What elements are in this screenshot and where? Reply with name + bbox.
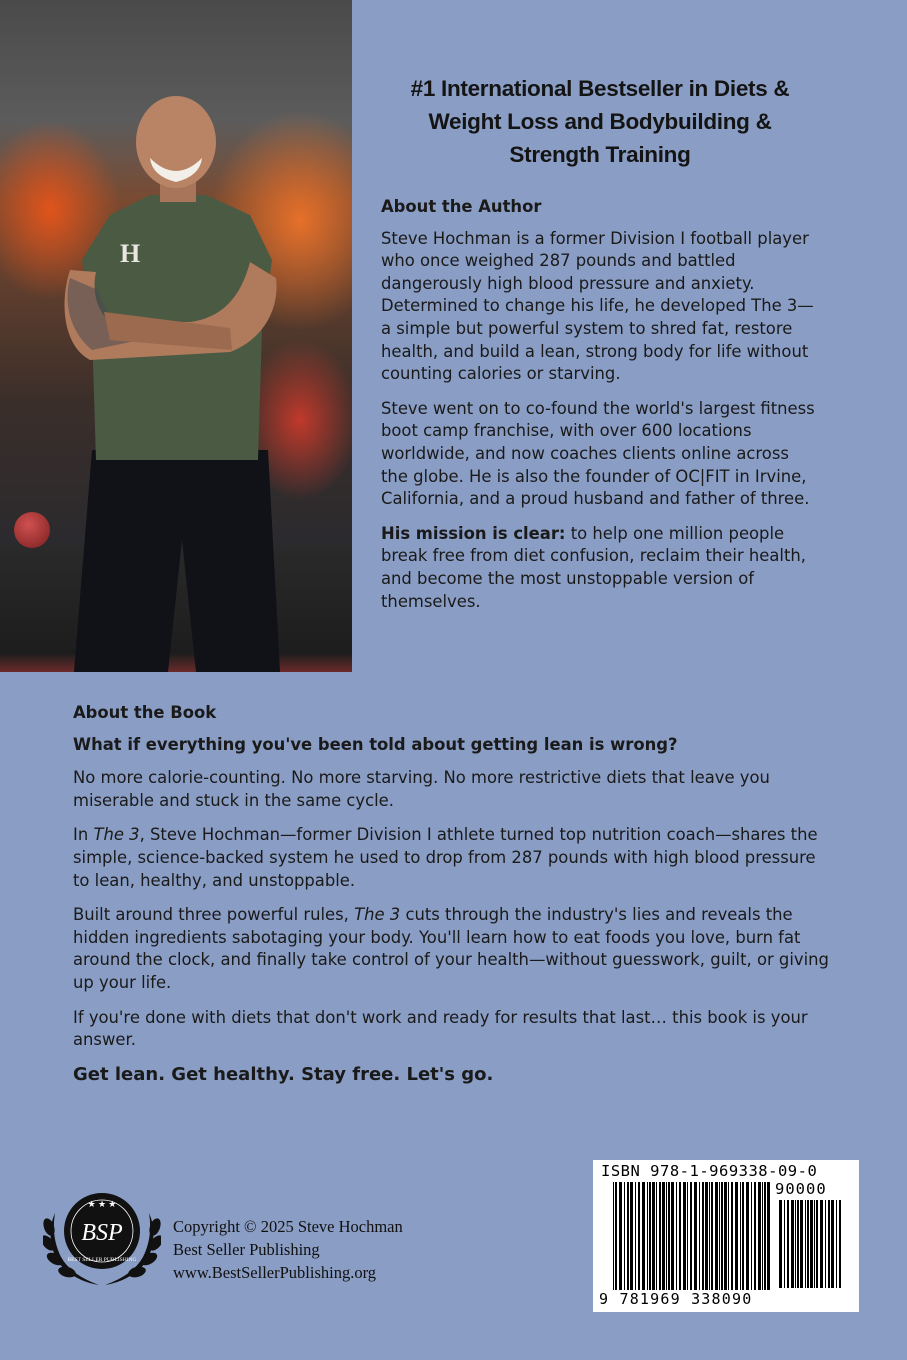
- book-title-italic: The 3: [354, 905, 401, 925]
- mission-lead: His mission is clear:: [381, 523, 566, 543]
- author-bio-paragraph-1: Steve Hochman is a former Division I football player who once weighed 287 pounds and battled dangerously high blood pressure and anxiety. Determined to change his life, he developed The 3—a simple but powerful system to shred fat, restore health, and build a lean, strong body for life without counting calories or starving.: [381, 228, 814, 384]
- about-author-section: [381, 196, 821, 625]
- about-book-section: [73, 702, 833, 1098]
- barcode-bar: [649, 1182, 651, 1290]
- book-paragraph-1: No more calorie-counting. No more starving. No more restrictive diets that leave you miserable and stuck in the same cycle.: [73, 768, 770, 810]
- svg-text:BEST SELLER PUBLISHING: BEST SELLER PUBLISHING: [67, 1257, 137, 1263]
- barcode-bar: [709, 1182, 710, 1290]
- barcode-bar: [731, 1182, 733, 1290]
- barcode-bar: [659, 1182, 661, 1290]
- barcode-bar: [705, 1182, 708, 1290]
- author-photo: [0, 0, 352, 672]
- book-paragraph-2-body: , Steve Hochman—former Division I athlete turned top nutrition coach—shares the simple, science-backed system he used to drop from 287 pounds with high blood pressure to lean, healthy, and unstoppable.: [73, 825, 818, 890]
- barcode-bar: [690, 1182, 692, 1290]
- barcode-bar: [784, 1200, 785, 1288]
- book-paragraph-2: [73, 824, 833, 892]
- barcode-bar: [751, 1182, 752, 1290]
- barcode-bar: [630, 1182, 633, 1290]
- barcode-bar: [800, 1200, 803, 1288]
- book-tagline: Get lean. Get healthy. Stay free. Let's go.: [73, 1063, 494, 1085]
- book-paragraph-4: If you're done with diets that don't work and ready for results that last… this book is your answer.: [73, 1007, 808, 1050]
- barcode-bar: [671, 1182, 674, 1290]
- isbn-barcode: [593, 1160, 859, 1312]
- barcode-bar: [735, 1182, 738, 1290]
- barcode-bar: [754, 1182, 756, 1290]
- svg-text:BSP: BSP: [81, 1220, 123, 1246]
- barcode-bar: [814, 1200, 815, 1288]
- barcode-bar: [810, 1200, 813, 1288]
- barcode-bar: [820, 1200, 823, 1288]
- barcode-bar: [635, 1182, 636, 1290]
- isbn-label: ISBN 978-1-969338-09-0: [601, 1162, 818, 1180]
- price-barcode-bars: [779, 1200, 851, 1290]
- author-bio-paragraph-2: Steve went on to co-found the world's largest fitness boot camp franchise, with over 600 locations worldwide, and now coaches clients online across the globe. He is also the founder of OC|FIT in Irvine, California, and a proud husband and father of three.: [381, 398, 815, 509]
- barcode-bar: [619, 1182, 622, 1290]
- barcode-bar: [767, 1182, 770, 1290]
- book-paragraph-2-intro: In: [73, 825, 94, 845]
- barcode-bar: [647, 1182, 648, 1290]
- barcode-bar: [676, 1182, 677, 1290]
- barcode-bar: [787, 1200, 789, 1288]
- barcode-bar: [836, 1200, 837, 1288]
- bestseller-headline: #1 International Bestseller in Diets & Weight Loss and Bodybuilding & Strength Training: [410, 76, 790, 167]
- barcode-bar: [719, 1182, 720, 1290]
- barcode-bar: [828, 1200, 830, 1288]
- barcode-bar: [683, 1182, 686, 1290]
- barcode-bar: [825, 1200, 826, 1288]
- publisher-website[interactable]: www.BestSellerPublishing.org: [173, 1263, 377, 1282]
- barcode-bar: [762, 1182, 763, 1290]
- about-book-heading: About the Book: [73, 703, 217, 722]
- barcode-bar: [807, 1200, 809, 1288]
- barcode-bar: [805, 1200, 806, 1288]
- about-author-heading: About the Author: [381, 197, 542, 216]
- barcode-bar: [715, 1182, 718, 1290]
- barcode-bar: [615, 1182, 617, 1290]
- author-figure: [0, 0, 352, 672]
- book-title-italic: The 3: [93, 825, 140, 845]
- isbn-digits: 9 781969 338090: [599, 1290, 753, 1308]
- barcode-bar: [831, 1200, 834, 1288]
- barcode-bar: [742, 1182, 744, 1290]
- barcode-bar: [613, 1182, 614, 1290]
- price-code: 90000: [775, 1180, 827, 1198]
- barcode-bar: [627, 1182, 629, 1290]
- svg-text:H: H: [120, 239, 141, 268]
- barcode-bar: [711, 1182, 713, 1290]
- barcode-bar: [652, 1182, 655, 1290]
- barcode-bars: [613, 1182, 773, 1290]
- barcode-bar: [758, 1182, 761, 1290]
- barcode-bar: [702, 1182, 704, 1290]
- barcode-bar: [699, 1182, 700, 1290]
- copyright-line: Copyright © 2025 Steve Hochman: [173, 1217, 403, 1236]
- book-paragraph-3: [73, 904, 833, 994]
- mission-text: to help one million people break free from diet confusion, reclaim their health, and become the most unstoppable version of themselves.: [381, 523, 806, 611]
- barcode-bar: [779, 1200, 782, 1288]
- barcode-bar: [666, 1182, 667, 1290]
- best-seller-publishing-logo: [43, 1183, 161, 1289]
- barcode-bar: [746, 1182, 749, 1290]
- barcode-bar: [679, 1182, 681, 1290]
- barcode-bar: [764, 1182, 766, 1290]
- barcode-bar: [694, 1182, 697, 1290]
- book-hook-question: What if everything you've been told about getting lean is wrong?: [73, 734, 678, 754]
- author-mission-paragraph: [381, 523, 821, 613]
- barcode-bar: [624, 1182, 625, 1290]
- barcode-bar: [721, 1182, 723, 1290]
- book-paragraph-3-intro: Built around three powerful rules,: [73, 905, 355, 925]
- barcode-bar: [724, 1182, 727, 1290]
- publisher-name: Best Seller Publishing: [173, 1240, 320, 1259]
- barcode-bar: [797, 1200, 799, 1288]
- publisher-info: [173, 1215, 403, 1284]
- barcode-bar: [816, 1200, 818, 1288]
- barcode-bar: [795, 1200, 796, 1288]
- book-paragraph-3-body: cuts through the industry's lies and reveals the hidden ingredients sabotaging your body. You'll learn how to eat foods you love, burn fat around the clock, and finally take control of your health—without guesswork, guilt, or giving up your life.: [73, 905, 829, 992]
- barcode-bar: [839, 1200, 841, 1288]
- barcode-bar: [656, 1182, 657, 1290]
- barcode-bar: [791, 1200, 794, 1288]
- barcode-bar: [642, 1182, 645, 1290]
- barcode-bar: [740, 1182, 741, 1290]
- barcode-bar: [668, 1182, 670, 1290]
- svg-text:★ ★ ★: ★ ★ ★: [87, 1199, 117, 1209]
- barcode-bar: [662, 1182, 665, 1290]
- barcode-bar: [687, 1182, 688, 1290]
- barcode-bar: [638, 1182, 640, 1290]
- barcode-bar: [728, 1182, 729, 1290]
